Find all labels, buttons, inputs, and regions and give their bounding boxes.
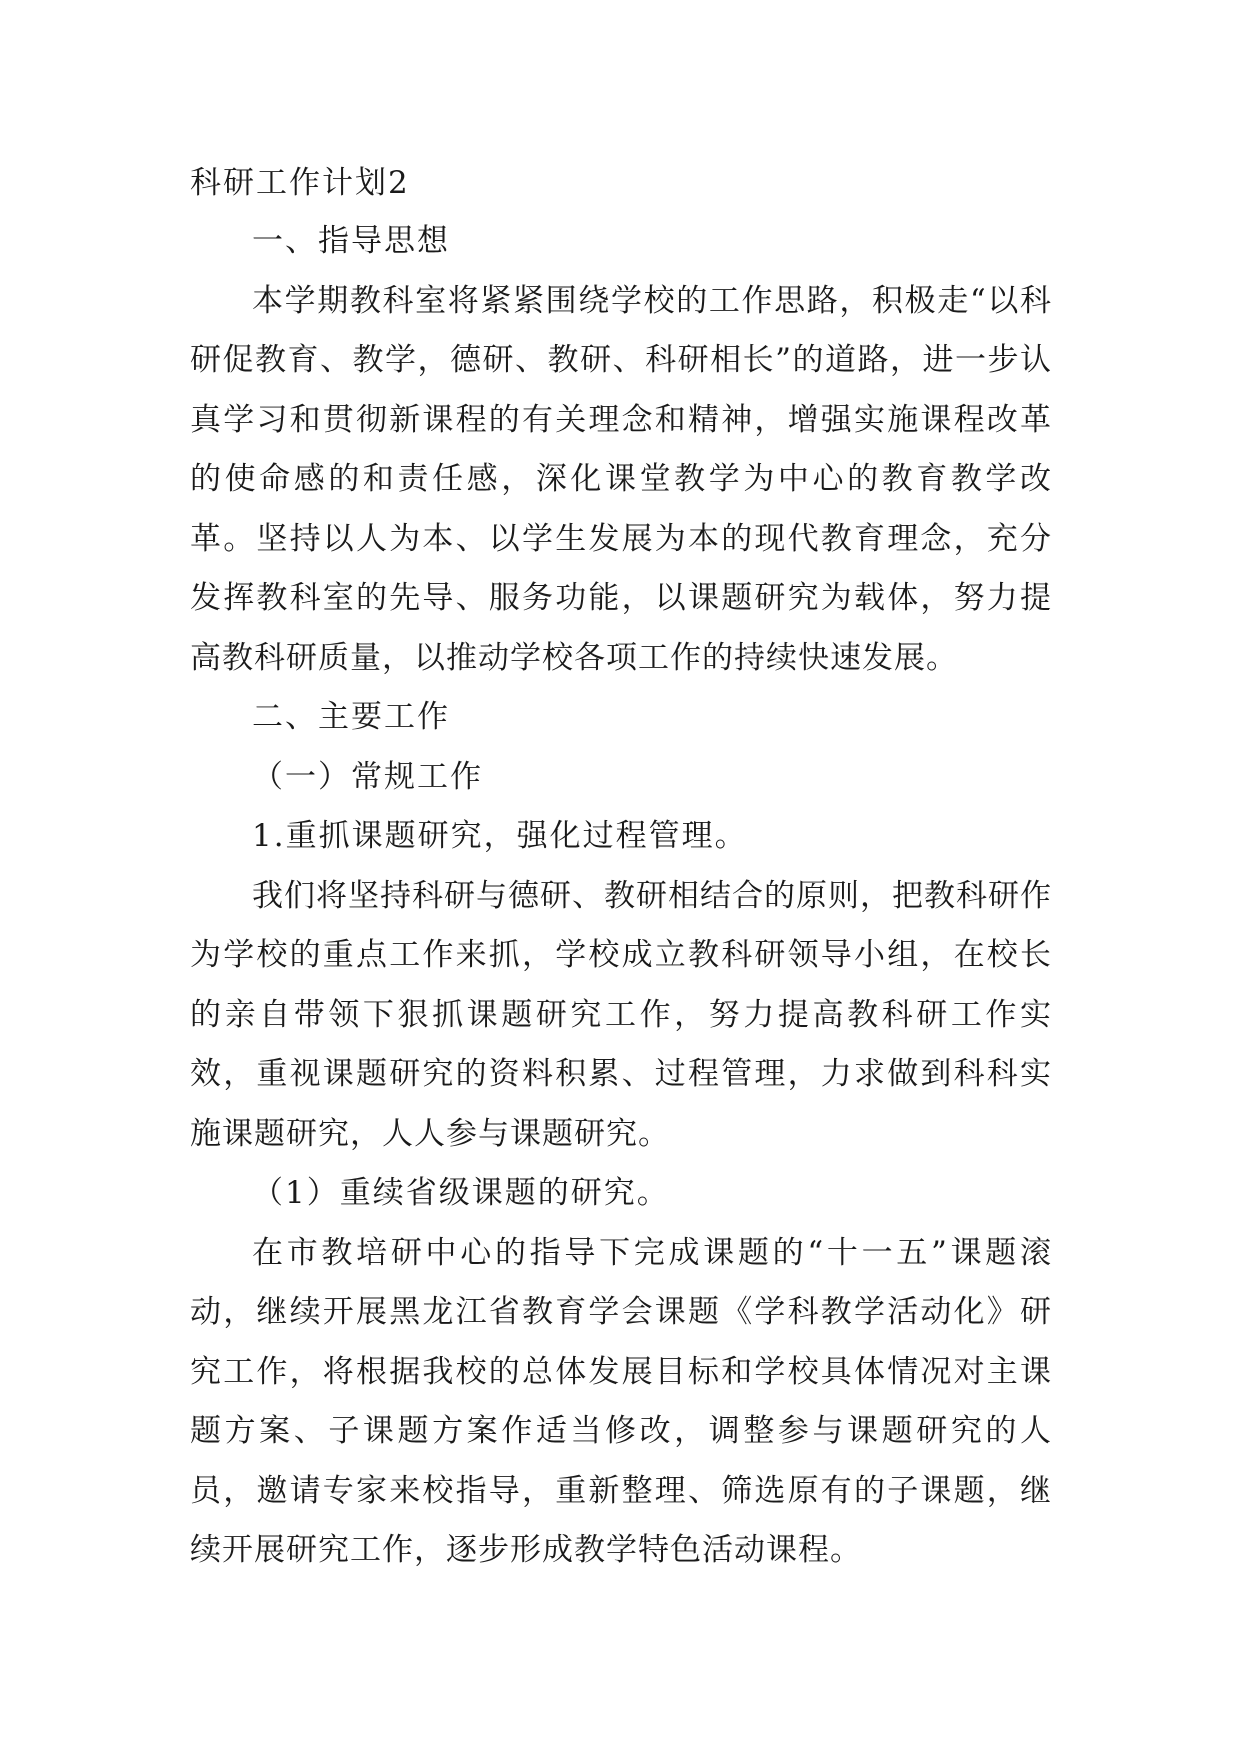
- paragraph-guiding-ideology: 本学期教科室将紧紧围绕学校的工作思路，积极走“以科研促教育、教学，德研、教研、科研相长”的道路，进一步认真学习和贯彻新课程的有关理念和精神，增强实施课程改革的使命感的和责任感，深化课堂教学为中心的教育教学改革。坚持以人为本、以学生发展为本的现代教育理念，充分发挥教科室的先导、服务功能，以课题研究为载体，努力提高教科研质量，以推动学校各项工作的持续快速发展。: [190, 282, 1052, 676]
- section-heading-main-work: 二、主要工作: [252, 699, 450, 735]
- paragraph-provincial-project: 在市教培研中心的指导下完成课题的“十一五”课题滚动，继续开展黑龙江省教育学会课题《学科教学活动化》研究工作，将根据我校的总体发展目标和学校具体情况对主课题方案、子课题方案作适当修改，调整参与课题研究的人员，邀请专家来校指导，重新整理、筛选原有的子课题，继续开展研究工作，逐步形成教学特色活动课程。: [190, 1234, 1052, 1568]
- document-body: [190, 154, 1052, 1581]
- subheading-provincial-project: （1）重续省级课题的研究。: [252, 1175, 670, 1211]
- subheading-routine-work: （一）常规工作: [252, 758, 483, 795]
- section-heading-guiding-ideology: 一、指导思想: [252, 223, 450, 259]
- document-title: 科研工作计划2: [190, 165, 410, 201]
- paragraph-research-management: 我们将坚持科研与德研、教研相结合的原则，把教科研作为学校的重点工作来抓，学校成立教科研领导小组，在校长的亲自带领下狠抓课题研究工作，努力提高教科研工作实效，重视课题研究的资料积累、过程管理，力求做到科科实施课题研究，人人参与课题研究。: [190, 877, 1052, 1152]
- subheading-research-management: 1.重抓课题研究，强化过程管理。: [252, 818, 748, 854]
